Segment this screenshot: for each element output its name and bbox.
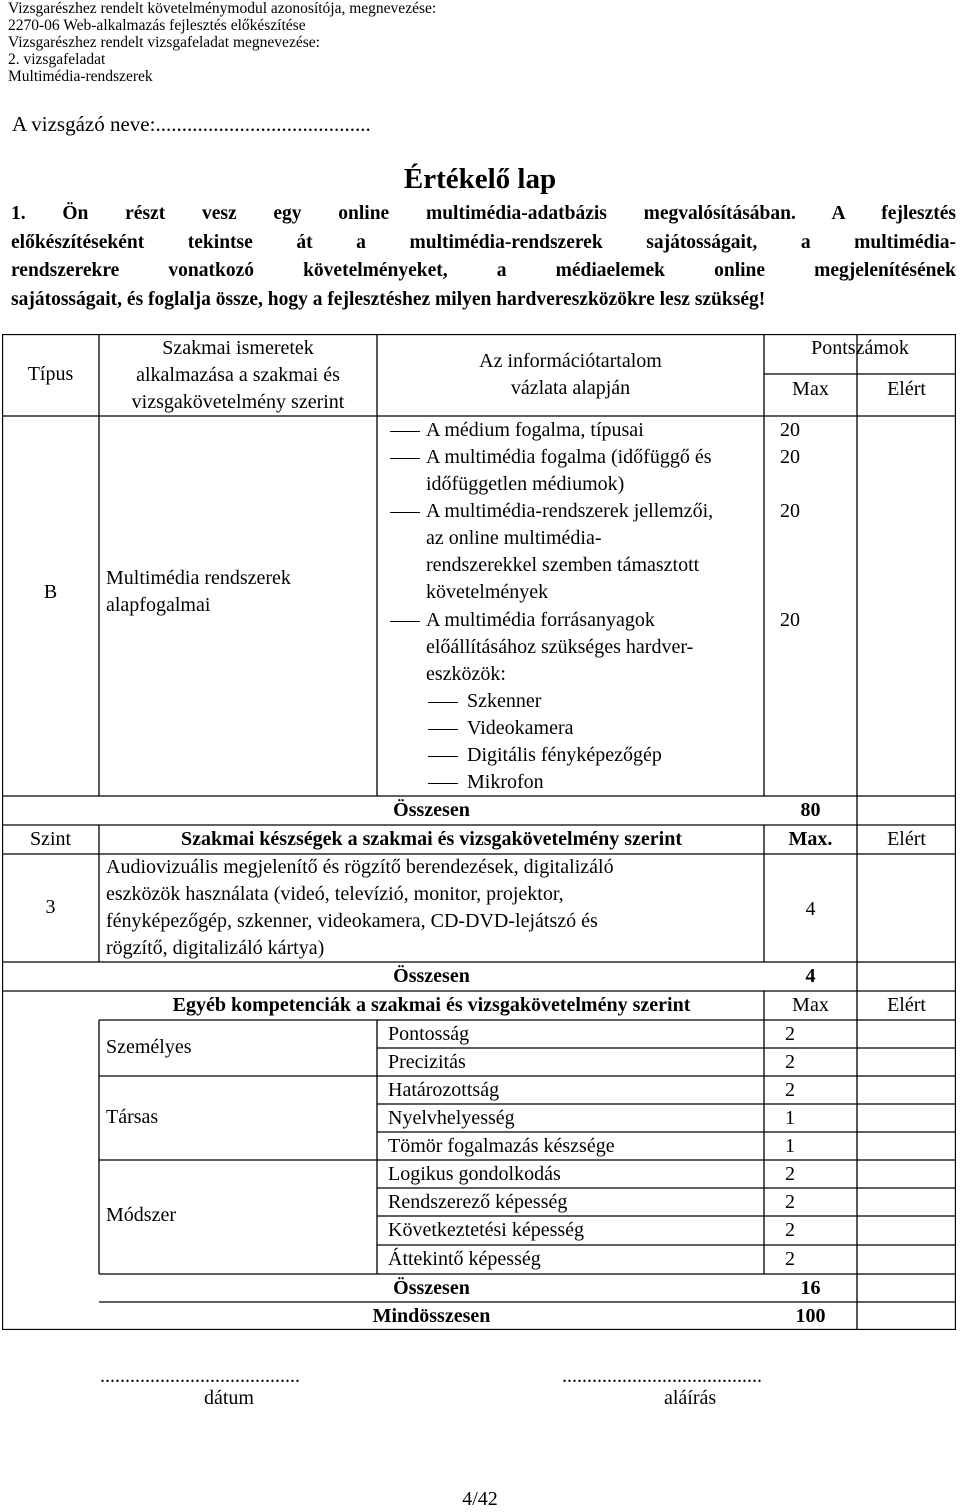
competency-item: Határozottság	[388, 1079, 500, 1101]
header-line: Multimédia-rendszerek	[8, 68, 153, 85]
section3-total-value: 16	[800, 1277, 821, 1299]
candidate-name-field: A vizsgázó neve:.........................................	[12, 112, 371, 136]
list-bullet	[390, 458, 420, 459]
competency-group: Személyes	[106, 1036, 192, 1058]
competency-max: 1	[785, 1135, 795, 1157]
col-skills-header: Szakmai készségek a szakmai és vizsgakövetelmény szerint	[180, 828, 683, 850]
outline-subitem: Szkenner	[467, 690, 542, 712]
skill-text: fényképezőgép, szkenner, videokamera, CD-DVD-lejátszó és	[106, 910, 598, 932]
col-knowledge-header: Szakmai ismeretek	[162, 337, 314, 359]
col-achieved-header: Elért	[887, 828, 926, 850]
list-bullet	[390, 431, 420, 432]
page-title: Értékelő lap	[403, 163, 557, 195]
header-line: 2. vizsgafeladat	[8, 51, 106, 68]
grand-total-label: Mindösszesen	[372, 1305, 491, 1327]
outline-subitem: Digitális fényképezőgép	[467, 744, 662, 766]
task-line: előkészítéseként tekintse át a multimédia-rendszerek sajátosságait, a multimédia-	[11, 231, 956, 253]
knowledge-value: Multimédia rendszerek	[106, 567, 291, 589]
task-line: sajátosságait, és foglalja össze, hogy a fejlesztéshez milyen hardvereszközökre lesz szükség!	[11, 288, 766, 310]
col-level-header: Szint	[29, 828, 72, 850]
task-line: rendszerekre vonatkozó követelményeket, a médiaelemek online megjelenítésének	[11, 260, 956, 281]
outline-item: A médium fogalma, típusai	[426, 419, 644, 441]
outline-subitem: Videokamera	[467, 717, 574, 739]
col-max-header: Max	[792, 994, 829, 1016]
outline-item: A multimédia-rendszerek jellemzői,	[426, 500, 714, 522]
grand-total-value: 100	[795, 1305, 826, 1327]
outline-subitem: Mikrofon	[467, 771, 544, 793]
competency-item: Tömör fogalmazás készsége	[388, 1135, 615, 1157]
section3-total-label: Összesen	[393, 1277, 470, 1299]
col-points-header: Pontszámok	[811, 337, 909, 359]
item-max: 20	[780, 419, 800, 441]
list-bullet	[428, 783, 458, 784]
competency-group: Módszer	[106, 1204, 176, 1226]
header-line: Vizsgarészhez rendelt követelménymodul azonosítója, megnevezése:	[8, 0, 437, 17]
list-bullet	[428, 756, 458, 757]
list-bullet	[390, 621, 420, 622]
col-type-header: Típus	[27, 363, 74, 385]
skill-max: 4	[805, 898, 816, 920]
competency-item: Precizitás	[388, 1051, 466, 1073]
col-knowledge-header: vizsgakövetelmény szerint	[131, 391, 345, 413]
signature-line: ........................................	[562, 1365, 762, 1387]
competency-max: 2	[785, 1079, 795, 1101]
competency-max: 2	[785, 1023, 795, 1045]
document-header	[8, 0, 436, 85]
item-max: 20	[780, 500, 800, 522]
outline-item: A multimédia forrásanyagok	[426, 609, 655, 631]
col-achieved-header: Elért	[887, 994, 926, 1016]
competency-item: Nyelvhelyesség	[388, 1107, 515, 1129]
list-bullet	[428, 729, 458, 730]
competency-max: 2	[785, 1051, 795, 1073]
evaluation-table	[2, 334, 956, 1330]
task-description	[11, 200, 956, 314]
outline-item: időfüggetlen médiumok)	[426, 473, 625, 495]
level-value: 3	[45, 896, 56, 918]
date-line: ........................................	[100, 1365, 300, 1387]
competency-header: Egyéb kompetenciák a szakmai és vizsgakövetelmény szerint	[172, 994, 691, 1016]
skill-text: eszközök használata (videó, televízió, monitor, projektor,	[106, 883, 564, 905]
col-outline-header: vázlata alapján	[510, 377, 631, 399]
competency-group: Társas	[106, 1106, 159, 1128]
list-bullet	[390, 512, 420, 513]
competency-max: 2	[785, 1248, 795, 1270]
header-line: Vizsgarészhez rendelt vizsgafeladat megnevezése:	[8, 34, 320, 51]
header-line: 2270-06 Web-alkalmazás fejlesztés előkészítése	[8, 17, 306, 34]
competency-max: 2	[785, 1163, 795, 1185]
signature-label: aláírás	[664, 1387, 717, 1409]
section2-total-value: 4	[805, 965, 816, 987]
outline-item: az online multimédia-	[426, 527, 602, 549]
competency-item: Áttekintő képesség	[388, 1248, 541, 1270]
page-number: 4/42	[462, 1488, 498, 1510]
outline-item: rendszerekkel szemben támasztott	[426, 554, 700, 576]
item-max: 20	[780, 609, 800, 631]
section1-total-value: 80	[800, 799, 821, 821]
skill-text: Audiovizuális megjelenítő és rögzítő berendezések, digitalizáló	[106, 856, 614, 878]
outline-item: A multimédia fogalma (időfüggő és	[426, 446, 712, 468]
col-max-header: Max	[792, 378, 829, 400]
section2-total-label: Összesen	[393, 965, 470, 987]
outline-item: előállításához szükséges hardver-	[426, 636, 694, 658]
type-value: B	[43, 581, 58, 603]
section1-total-label: Összesen	[393, 799, 470, 821]
outline-item: eszközök:	[426, 663, 506, 685]
col-outline-header: Az információtartalom	[479, 350, 662, 372]
competency-max: 1	[785, 1107, 795, 1129]
competency-max: 2	[785, 1191, 795, 1213]
col-achieved-header: Elért	[887, 378, 926, 400]
competency-item: Rendszerező képesség	[388, 1191, 568, 1213]
competency-item: Következtetési képesség	[388, 1219, 585, 1241]
competency-max: 2	[785, 1219, 795, 1241]
outline-item: követelmények	[426, 581, 549, 603]
competency-item: Logikus gondolkodás	[388, 1163, 561, 1185]
knowledge-value: alapfogalmai	[106, 594, 211, 616]
list-bullet	[428, 702, 458, 703]
item-max: 20	[780, 446, 800, 468]
task-line: 1. Ön részt vesz egy online multimédia-adatbázis megvalósításában. A fejlesztés	[11, 203, 956, 224]
col-max-header: Max.	[788, 828, 833, 850]
competency-item: Pontosság	[388, 1023, 470, 1045]
skill-text: rögzítő, digitalizáló kártya)	[106, 937, 325, 959]
col-knowledge-header: alkalmazása a szakmai és	[136, 364, 340, 386]
date-label: dátum	[204, 1387, 254, 1409]
